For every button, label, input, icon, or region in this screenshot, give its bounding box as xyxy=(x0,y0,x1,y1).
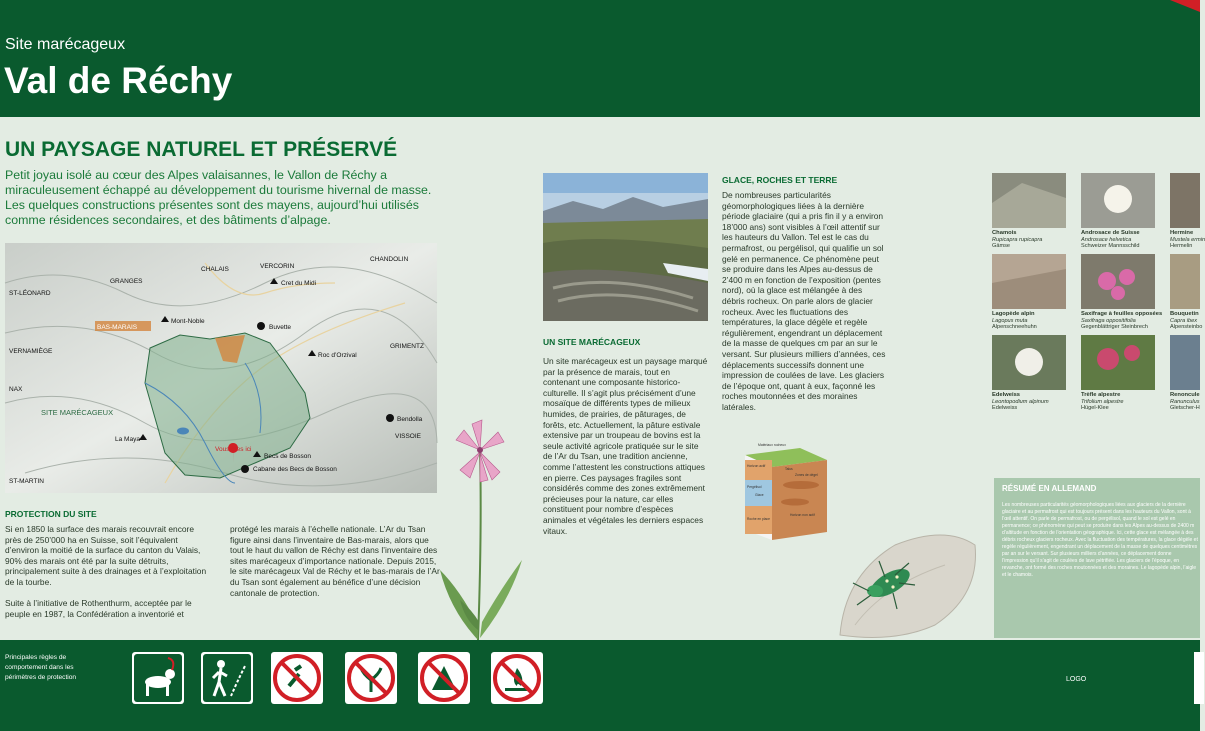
species-caption: Lagopède alpin Lagopus muta Alpenschneehuhn xyxy=(992,311,1037,331)
dog-on-leash-icon xyxy=(132,652,184,704)
species-caption: Bouquetin Capra ibex Alpensteinbo xyxy=(1170,311,1203,331)
footer-bar xyxy=(0,640,1200,731)
diagram-label: Matériaux rocheux xyxy=(758,443,786,447)
village-label: CHALAIS xyxy=(201,266,229,273)
species-caption: Androsace de Suisse Androsace helvetica Schweizer Mannsschild xyxy=(1081,230,1140,250)
beetle-illustration xyxy=(835,525,980,640)
glace-text: De nombreuses particularités géomorphologiques liées à la dernière période glaciaire (qui a pris fin il y a environ 18’000 ans) sont visibles à l’œil attentif sur les hauteurs du Vallon. Tel est le cas du permafrost, ou pergélisol, qui qualifie un sol gelé en permanence. Ce phénomène peut se produire dans les Alpes au-dessus de 2’400 m en fonction de l’exposition (pentes nord), où la glace est mélangée à des débris rocheux. On parle alors de glacier rocheux. Avec les fluctuations des températures, la glace dégèle et regèle régulièrement, engendrant un déplacement de la masse de quelques cm par an sur le versant. Sur plusieurs milliers d’années, ces déplacements successifs donnent une impression de coulées de lave. Les glaciers de l’époque ont, quant à eux, façonné les roches moutonnées et des moraines latérales. xyxy=(722,190,886,412)
species-caption: Saxifrage à feuilles opposées Saxifraga oppositifolia Gegenblättriger Steinbrech xyxy=(1081,311,1163,331)
map-place-becs-de-bosson: Becs de Bosson xyxy=(264,453,311,460)
page-subtitle: Site marécageux xyxy=(5,36,126,53)
page-title: Val de Réchy xyxy=(4,60,233,101)
header-banner xyxy=(0,0,1200,117)
qr-code-icon xyxy=(1194,652,1204,704)
zone-label-bas-marais: BAS-MARAIS xyxy=(97,324,138,331)
logo-placeholder: LOGO xyxy=(1066,676,1087,683)
map-place-cret-du-midi: Cret du Midi xyxy=(281,280,317,287)
marais-heading: UN SITE MARÉCAGEUX xyxy=(543,337,641,347)
species-caption: Edelweiss Leontopodium alpinum Edelweiss xyxy=(992,392,1049,412)
species-grid xyxy=(992,173,1205,473)
map-place-mont-noble: Mont-Noble xyxy=(171,318,205,325)
hiker-on-path-icon xyxy=(201,652,253,704)
no-fire-icon xyxy=(491,652,543,704)
site-map xyxy=(5,243,437,493)
map-place-bendolla: Bendolla xyxy=(397,416,423,423)
village-label: VERNAMIÈGE xyxy=(9,348,53,355)
village-label: ST-MARTIN xyxy=(9,478,44,485)
village-label: VISSOIE xyxy=(395,433,422,440)
no-flower-picking-icon xyxy=(271,652,323,704)
species-caption: Chamois Rupicapra rupicapra Gämse xyxy=(992,230,1043,250)
main-heading: UN PAYSAGE NATUREL ET PRÉSERVÉ xyxy=(5,138,398,161)
protection-heading: PROTECTION DU SITE xyxy=(5,509,97,519)
species-caption: Renoncule Ranunculus Gletscher-H xyxy=(1170,392,1200,412)
diagram-label: Talus xyxy=(785,467,793,471)
no-plant-picking-icon xyxy=(345,652,397,704)
protection-paragraph-2: Suite à l’initiative de Rothenthurm, acceptée par le peuple en 1987, la Confédération a inventorié et xyxy=(5,598,192,619)
corner-mark xyxy=(1170,0,1200,12)
diagram-label: Glace xyxy=(755,493,764,497)
diagram-label: Horizon non actif xyxy=(790,513,815,517)
village-label: VERCORIN xyxy=(260,263,295,270)
species-caption: Trèfle alpestre Trifolium alpestre Hügel-Klee xyxy=(1081,392,1124,412)
summary-german-box xyxy=(994,478,1200,638)
no-camping-icon xyxy=(418,652,470,704)
summary-heading: RÉSUMÉ EN ALLEMAND xyxy=(1002,484,1097,493)
flower-illustration xyxy=(430,410,530,642)
map-place-buvette: Buvette xyxy=(269,324,292,331)
intro-text: Petit joyau isolé au cœur des Alpes valaisannes, le Vallon de Réchy a miraculeusement échappé au développement du tourisme hivernal de masse. Les quelques constructions présentes sont des mayens, aujourd’hui utilisés comme résidences secondaires, et des bâtiments d’alpage. xyxy=(5,168,432,227)
map-place-cabane: Cabane des Becs de Bosson xyxy=(253,466,337,473)
species-caption: Hermine Mustela ermin Hermelin xyxy=(1170,230,1205,250)
summary-text: Les nombreuses particularités géomorphologiques liées aux glaciers de la dernière glaciaire et au permafrost qui est toujours présent dans les hauteurs du Vallon, sont à l’œil attentif. On parle de permafrost, ou de pergélisol, quand le sol est gelé en permanence; ce phénomène qui peut se produire dans les Alpes au-dessus de 2400 m d’altitude en fonction de l’orientation géographique. Ici, cette glace est mélangée à des débris rocheux glaciers rocheux. Avec la fluctuation des températures, la glace dégèle et regèle régulièrement, engendrant un déplacement de la masse de quelques centimètres par an sur le versant. Sur plusieurs milliers d’années, ce déplacement donne l’impression qu’il s’agit de coulées de lave pétrifiée. Les glaciers de l’époque, en revanche, ont formé des roches moutonnées et des moraines. Le lagopède alpin, l’aigle et le chamois. xyxy=(1002,502,1198,578)
rules-caption: Principales règles de comportement dans les périmètres de protection xyxy=(5,654,77,681)
map-graphic xyxy=(5,243,437,493)
village-label: ST-LÉONARD xyxy=(9,290,51,297)
map-place-roc-dorzival: Roc d’Orzival xyxy=(318,352,357,359)
you-are-here-label: Vous êtes ici xyxy=(215,446,252,453)
diagram-label: Roche en place xyxy=(747,517,770,521)
map-place-la-maya: La Maya xyxy=(115,436,140,443)
permafrost-diagram xyxy=(745,440,835,545)
village-label: GRANGES xyxy=(110,278,143,285)
glace-heading: GLACE, ROCHES ET TERRE xyxy=(722,175,838,185)
diagram-label: Zones de dégel xyxy=(795,473,818,477)
village-label: GRIMENTZ xyxy=(390,343,424,350)
marais-text: Un site marécageux est un paysage marqué par la présence de marais, tout en contenant une composante historico-culturelle. Il s’agit plus précisément d’une mosaïque de différents types de milieux humides, de prairies, de pâturages, de forêts, etc. Actuellement, la pâture estivale extensive par un troupeau de bovins est la seule activité agricole pratiquée sur le site de l’Ar du Tsan, une tradition ancienne, comme l’attestent les constructions attiques en pierre. Ces paysages fragiles sont considérés comme des zones extrêmement précieuses pour la nature, car elles constituent pour nombre d’espèces animales et végétales les derniers espaces vitaux. xyxy=(543,356,708,536)
zone-label-site-marecageux: SITE MARÉCAGEUX xyxy=(41,408,114,417)
protection-paragraph-1: Si en 1850 la surface des marais recouvrait encore près de 250’000 ha en Suisse, soit l’équivalent d’environ la moitié de la surface du canton du Valais, 90% des marais ont été par la suite détruits, principalement suite à des drainages et à l’exploitation de la tourbe. xyxy=(5,524,207,587)
diagram-label: Horizon actif xyxy=(747,464,766,468)
village-label: CHANDOLIN xyxy=(370,256,409,263)
diagram-label: Pergélisol xyxy=(747,485,762,489)
village-label: NAX xyxy=(9,386,23,393)
protection-paragraph-3: protégé les marais à l’échelle nationale. L’Ar du Tsan figure ainsi dans l’inventaire de Bas-marais, alors que tout le haut du vallon de Réchy est dans l’inventaire des sites marécageux d’importance nationale. Depuis 2015, le site marécageux Val de Réchy et le bas-marais de l’Ar du Tsan sont également au bénéfice d’une décision cantonale de protection. xyxy=(230,524,440,598)
landscape-photo xyxy=(543,173,708,321)
